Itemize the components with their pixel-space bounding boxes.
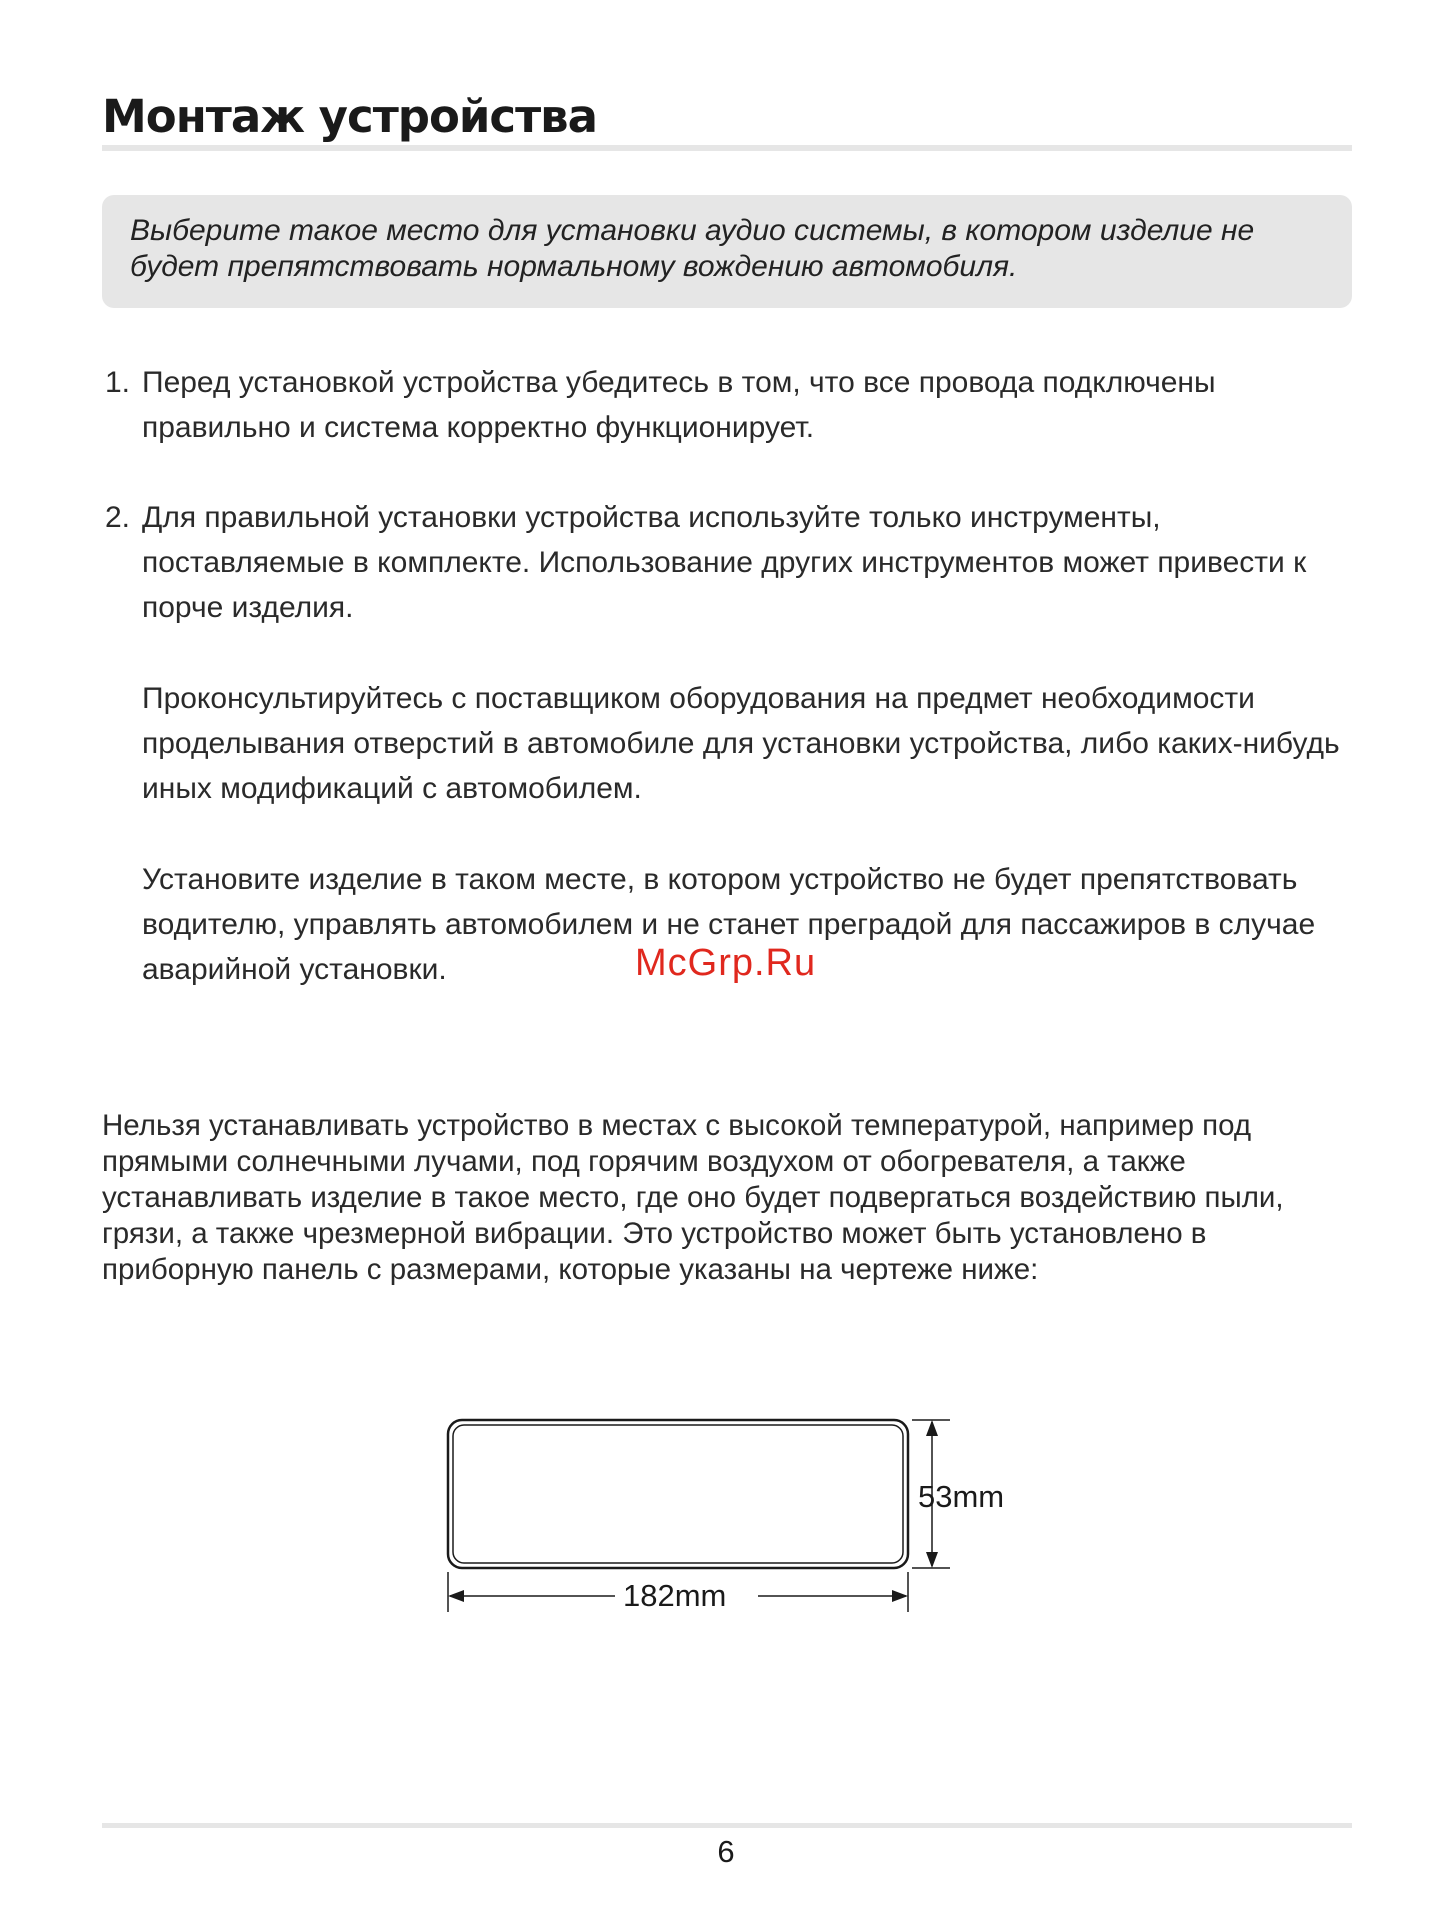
consult-paragraph: Проконсультируйтесь с поставщиком оборудования на предмет необходимости проделывания отверстий в автомобиле для установки устройства, либо каких-нибудь иных модификаций с автомобилем. xyxy=(142,682,1340,805)
step-1 xyxy=(102,360,1342,450)
footer-divider xyxy=(102,1823,1352,1828)
step-1-number: 1. xyxy=(105,366,131,399)
placement-paragraph: Установите изделие в таком месте, в котором устройство не будет препятствовать водителю, управлять автомобилем и не станет преградой для пассажиров в случае аварийной установки. xyxy=(142,863,1316,986)
height-arrow-up xyxy=(926,1420,938,1436)
step-1-text: Перед установкой устройства убедитесь в том, что все провода подключены правильно и система корректно функционирует. xyxy=(142,366,1216,444)
title-divider xyxy=(102,145,1352,151)
warning-paragraph: Нельзя устанавливать устройство в местах с высокой температурой, например под прямыми солнечными лучами, под горячим воздухом от обогревателя, а также устанавливать изделие в такое место, где оно будет подвергаться воздействию пыли, грязи, а также чрезмерной вибрации. Это устройство может быть установлено в приборную панель с размерами, которые указаны на чертеже ниже: xyxy=(102,1109,1284,1286)
panel-inner-outline xyxy=(453,1425,903,1563)
dimension-diagram xyxy=(440,1400,1020,1640)
height-arrow-down xyxy=(926,1552,938,1568)
panel-outline xyxy=(448,1420,908,1568)
note-text: Выберите такое место для установки аудио системы, в котором изделие не будет препятствовать нормальному вождению автомобиля. xyxy=(130,214,1255,283)
note-box xyxy=(102,195,1352,308)
height-label: 53mm xyxy=(918,1479,1005,1514)
page-title: Монтаж устройства xyxy=(102,90,598,143)
page-number: 6 xyxy=(717,1834,735,1869)
step-2-text: Для правильной установки устройства используйте только инструменты, поставляемые в комплекте. Использование других инструментов может привести к порче изделия. xyxy=(142,501,1307,624)
width-arrow-right xyxy=(892,1590,908,1602)
step-2-number: 2. xyxy=(105,501,131,534)
step-2 xyxy=(102,495,1342,630)
width-arrow-left xyxy=(448,1590,464,1602)
dimension-drawing xyxy=(440,1400,1020,1640)
width-label: 182mm xyxy=(623,1578,727,1613)
watermark: McGrp.Ru xyxy=(635,942,817,984)
